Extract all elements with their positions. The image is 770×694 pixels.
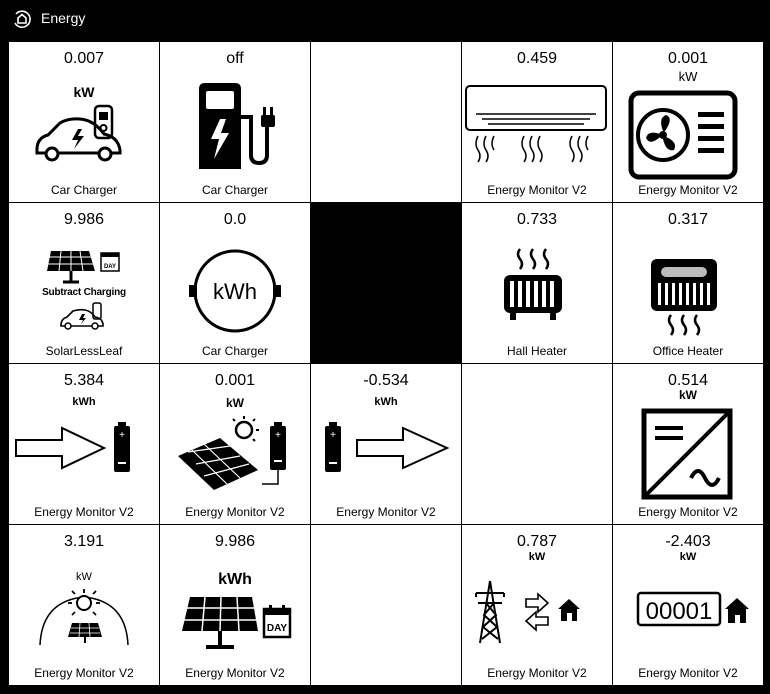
kwh-meter-icon: [185, 241, 285, 341]
sun-panel-icon: [34, 583, 134, 647]
tile-unit: kWh: [72, 396, 96, 408]
tile-value: 0.733: [516, 211, 558, 228]
tile-value: 9.986: [63, 211, 105, 228]
meter-counter-icon: [635, 587, 755, 631]
top-bar: [0, 0, 770, 40]
inverter-icon: [641, 408, 733, 500]
tile-car-charger-state[interactable]: [160, 42, 310, 202]
tile-name: Energy Monitor V2: [487, 666, 587, 680]
tile-name: Car Charger: [201, 183, 269, 197]
tile-name: Energy Monitor V2: [638, 666, 738, 680]
tile-name: Energy Monitor V2: [34, 505, 134, 519]
tile-name: Energy Monitor V2: [487, 183, 587, 197]
tile-unit: kW: [679, 551, 697, 563]
tile-value: -2.403: [665, 533, 711, 550]
tile-fan-unit[interactable]: [613, 42, 763, 202]
solar-battery-icon: [174, 414, 296, 494]
tile-unit: kW: [226, 396, 244, 410]
tile-value: 0.007: [63, 50, 105, 67]
fan-unit-icon: [628, 90, 738, 180]
energy-grid: [8, 41, 763, 686]
tile-solar-production[interactable]: [9, 525, 159, 685]
tile-name: Energy Monitor V2: [336, 505, 436, 519]
tile-name: Car Charger: [50, 183, 118, 197]
subtract-charging-icon: [59, 301, 105, 331]
solar-panel-day-icon: [45, 247, 121, 287]
tile-value: -0.534: [363, 372, 409, 389]
radiator-icon: [500, 247, 566, 323]
tile-name: Energy Monitor V2: [638, 183, 738, 197]
tile-unit: kW: [528, 551, 546, 563]
subtract-charging-label: Subtract Charging: [42, 287, 126, 298]
tile-grid-exchange[interactable]: [462, 525, 612, 685]
tile-car-charger-energy[interactable]: [160, 203, 310, 363]
tile-name: Hall Heater: [506, 344, 568, 358]
tile-value: 0.317: [667, 211, 709, 228]
tile-car-charger-power[interactable]: [9, 42, 159, 202]
tile-value: 0.459: [516, 50, 558, 67]
tile-name: Office Heater: [652, 344, 724, 358]
tile-empty-1: [311, 42, 461, 202]
air-conditioner-icon: [464, 84, 608, 166]
tile-name: Energy Monitor V2: [638, 505, 738, 519]
tile-value: 3.191: [63, 533, 105, 550]
tile-value: 0.787: [516, 533, 558, 550]
tile-unit: kWh: [374, 396, 398, 408]
tile-solar-battery[interactable]: [160, 364, 310, 524]
tile-air-conditioner[interactable]: [462, 42, 612, 202]
battery-out-arrow-icon: [321, 420, 451, 476]
day-badge: DAY: [266, 623, 288, 634]
tile-value: 0.001: [214, 372, 256, 389]
tile-solar-daily[interactable]: [160, 525, 310, 685]
tile-meter-counter[interactable]: [613, 525, 763, 685]
tile-name: Energy Monitor V2: [185, 505, 285, 519]
tile-inverter[interactable]: [613, 364, 763, 524]
kwh-gauge-label: kWh: [213, 279, 257, 304]
grid-exchange-icon: [474, 579, 600, 645]
tile-battery-charge[interactable]: [9, 364, 159, 524]
car-charger-icon: [34, 104, 124, 162]
tile-value: 5.384: [63, 372, 105, 389]
heater-icon: [649, 257, 719, 341]
tile-unit: kW: [678, 69, 698, 84]
fuel-pump-plug-icon: [193, 81, 283, 171]
tile-name: Car Charger: [201, 344, 269, 358]
tile-value: 0.0: [223, 211, 247, 228]
tile-unit: kWh: [218, 571, 252, 588]
page-title: Energy: [41, 10, 86, 26]
home-circle-icon[interactable]: [11, 8, 33, 30]
tile-battery-discharge[interactable]: [311, 364, 461, 524]
meter-digits: 00001: [645, 598, 713, 625]
tile-hall-heater[interactable]: [462, 203, 612, 363]
svg-text:+: +: [119, 430, 125, 441]
tile-value: 0.514: [667, 372, 709, 389]
tile-unit: kW: [76, 571, 92, 583]
day-badge: DAY: [103, 264, 117, 270]
tile-name: Energy Monitor V2: [185, 666, 285, 680]
tile-empty-2: [462, 364, 612, 524]
tile-unit: kW: [73, 84, 95, 100]
tile-value: off: [226, 50, 244, 67]
svg-text:+: +: [275, 430, 281, 441]
tile-solar-less-leaf[interactable]: [9, 203, 159, 363]
svg-text:+: +: [330, 430, 336, 441]
tile-name: SolarLessLeaf: [45, 344, 123, 358]
tile-empty-3: [311, 525, 461, 685]
tile-value: 0.001: [667, 50, 709, 67]
tile-value: 9.986: [214, 533, 256, 550]
solar-panel-day-icon: [178, 595, 294, 655]
tile-office-heater[interactable]: [613, 203, 763, 363]
tile-name: Energy Monitor V2: [34, 666, 134, 680]
tile-unit: kW: [679, 388, 697, 402]
arrow-to-battery-icon: [14, 420, 134, 476]
